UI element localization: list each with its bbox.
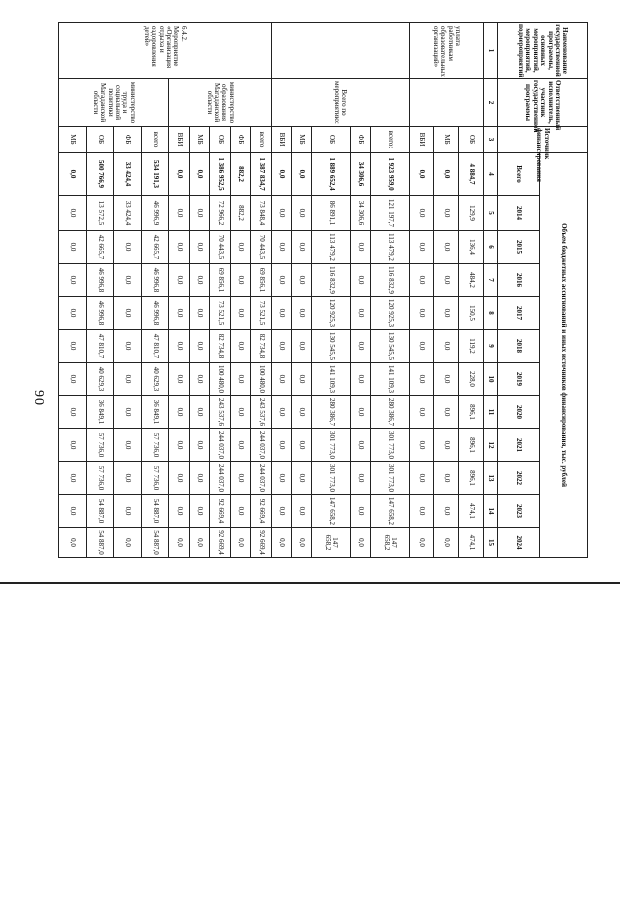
value-cell: 0,0 [169,231,189,264]
value-cell: 0,0 [59,462,87,495]
value-cell: 0,0 [271,429,291,462]
value-cell: 896,1 [459,462,484,495]
value-cell: 0,0 [350,264,370,297]
value-cell: 0,0 [189,297,209,330]
value-cell: 243 537,6 [251,396,271,429]
table-row [251,23,271,558]
value-cell: 100 480,0 [251,363,271,396]
column-number: 12 [484,429,498,462]
year-header: 2014 [498,196,540,231]
value-cell: 0,0 [434,297,459,330]
value-cell: 1 889 652,4 [312,153,350,196]
value-cell: 147 658,2 [312,495,350,528]
value-cell: 147 658,2 [312,528,350,558]
value-cell: 70 443,5 [210,231,230,264]
value-cell: 280 386,7 [312,396,350,429]
value-cell: 301 773,0 [371,462,409,495]
value-cell: 0,0 [59,495,87,528]
value-cell: 474,1 [459,495,484,528]
value-cell: 0,0 [350,528,370,558]
value-cell: 0,0 [292,429,312,462]
value-cell: 0,0 [169,264,189,297]
value-cell: 0,0 [271,264,291,297]
source-cell: ОБ [312,127,350,153]
value-cell: 0,0 [271,495,291,528]
value-cell: 0,0 [350,231,370,264]
value-cell: 0,0 [169,363,189,396]
value-cell: 42 665,7 [141,231,169,264]
value-cell: 0,0 [292,495,312,528]
header-funding-title: Объем бюджетных ассигнований и иных источников финансирования, тыс. рублей [540,153,588,558]
value-cell: 0,0 [230,528,250,558]
value-cell: 0,0 [292,297,312,330]
source-cell: ФБ [350,127,370,153]
value-cell: 0,0 [292,264,312,297]
value-cell: 46 996,8 [141,297,169,330]
column-number: 15 [484,528,498,558]
year-header: 2016 [498,264,540,297]
value-cell: 0,0 [434,153,459,196]
value-cell: 0,0 [434,429,459,462]
value-cell: 0,0 [59,528,87,558]
value-cell: 244 037,0 [251,429,271,462]
value-cell: 57 736,0 [141,462,169,495]
value-cell: 57 736,0 [86,462,114,495]
value-cell: 0,0 [169,429,189,462]
value-cell: 1 387 834,7 [251,153,271,196]
value-cell: 534 191,3 [141,153,169,196]
value-cell: 116 832,9 [371,264,409,297]
value-cell: 0,0 [434,231,459,264]
value-cell: 113 479,2 [312,231,350,264]
year-header: 2017 [498,297,540,330]
value-cell: 0,0 [189,495,209,528]
value-cell: 0,0 [350,363,370,396]
value-cell: 0,0 [230,363,250,396]
value-cell: 72 966,2 [210,196,230,231]
value-cell: 73 848,4 [251,196,271,231]
value-cell: 484,2 [459,264,484,297]
value-cell: 34 306,6 [350,196,370,231]
year-header: 2018 [498,330,540,363]
value-cell: 92 669,4 [210,495,230,528]
value-cell: 474,1 [459,528,484,558]
value-cell: 0,0 [271,231,291,264]
column-number: 14 [484,495,498,528]
value-cell: 100 480,0 [210,363,230,396]
value-cell: 121 197,7 [371,196,409,231]
value-cell: 54 887,0 [86,495,114,528]
value-cell: 0,0 [409,528,434,558]
value-cell: 0,0 [409,264,434,297]
program-name-cell: 6.4.2. Мероприятие «Организация отдыха и оздоровления детей» [59,23,272,79]
value-cell: 0,0 [230,330,250,363]
header-program: Наименование государственной программы, основных мероприятий, мероприятий, подмероприятий [498,23,588,79]
value-cell: 0,0 [189,363,209,396]
value-cell: 1 386 952,5 [210,153,230,196]
source-cell: ВБИ [169,127,189,153]
value-cell: 0,0 [59,264,87,297]
value-cell: 0,0 [434,396,459,429]
value-cell: 0,0 [292,153,312,196]
value-cell: 0,0 [114,363,142,396]
source-cell: ВБИ [409,127,434,153]
value-cell: 46 996,8 [141,264,169,297]
value-cell: 0,0 [230,231,250,264]
value-cell: 0,0 [59,396,87,429]
value-cell: 4 884,7 [459,153,484,196]
source-cell: ФБ [114,127,142,153]
value-cell: 0,0 [350,462,370,495]
value-cell: 0,0 [350,297,370,330]
value-cell: 301 773,0 [312,429,350,462]
value-cell: 301 773,0 [312,462,350,495]
value-cell: 0,0 [409,196,434,231]
column-numbers-row [484,23,498,558]
value-cell: 0,0 [409,429,434,462]
value-cell: 244 037,0 [210,429,230,462]
value-cell: 0,0 [169,528,189,558]
value-cell: 0,0 [230,462,250,495]
source-cell: МБ [189,127,209,153]
value-cell: 0,0 [434,363,459,396]
value-cell: 54 887,0 [86,528,114,558]
value-cell: 119,2 [459,330,484,363]
value-cell: 34 306,6 [350,153,370,196]
value-cell: 301 773,0 [371,429,409,462]
column-number: 2 [484,79,498,127]
value-cell: 92 669,4 [210,528,230,558]
rotated-table-wrapper [58,22,588,557]
value-cell: 47 810,7 [141,330,169,363]
value-cell: 0,0 [114,462,142,495]
source-cell: МБ [59,127,87,153]
value-cell: 0,0 [292,462,312,495]
value-cell: 0,0 [230,429,250,462]
value-cell: 147 658,2 [371,528,409,558]
source-cell: МБ [434,127,459,153]
value-cell: 0,0 [189,330,209,363]
value-cell: 54 887,0 [141,528,169,558]
column-number: 13 [484,462,498,495]
source-cell: ОБ [86,127,114,153]
value-cell: 228,0 [459,363,484,396]
value-cell: 36 849,1 [141,396,169,429]
value-cell: 86 891,1 [312,196,350,231]
value-cell: 0,0 [59,429,87,462]
value-cell: 0,0 [230,495,250,528]
value-cell: 0,0 [409,363,434,396]
value-cell: 0,0 [114,264,142,297]
rotated-table [58,22,588,557]
table-row [459,23,484,558]
value-cell: 150,5 [459,297,484,330]
value-cell: 0,0 [169,153,189,196]
column-number: 7 [484,264,498,297]
value-cell: 0,0 [169,330,189,363]
value-cell: 0,0 [409,495,434,528]
value-cell: 0,0 [114,396,142,429]
value-cell: 0,0 [114,429,142,462]
value-cell: 280 386,7 [371,396,409,429]
value-cell: 896,1 [459,396,484,429]
value-cell: 0,0 [271,297,291,330]
value-cell: 0,0 [434,495,459,528]
column-number: 3 [484,127,498,153]
value-cell: 73 521,5 [251,297,271,330]
year-header: Всего [498,153,540,196]
value-cell: 0,0 [230,297,250,330]
source-cell: ОБ [210,127,230,153]
value-cell: 57 736,0 [141,429,169,462]
source-cell: ОБ [459,127,484,153]
value-cell: 113 479,2 [371,231,409,264]
value-cell: 0,0 [271,462,291,495]
year-header: 2020 [498,396,540,429]
header-responsible: Ответственный исполнитель, участник государственной программы [498,79,588,127]
program-name-cell: уплата работникам образовательных организаций» [409,23,483,79]
value-cell: 0,0 [434,462,459,495]
value-cell: 46 996,9 [141,196,169,231]
value-cell: 130 545,5 [312,330,350,363]
year-header: 2022 [498,462,540,495]
value-cell: 882,2 [230,153,250,196]
value-cell: 0,0 [189,196,209,231]
value-cell: 0,0 [189,264,209,297]
value-cell: 243 537,6 [210,396,230,429]
value-cell: 33 424,4 [114,196,142,231]
value-cell: 244 037,0 [251,462,271,495]
value-cell: 0,0 [434,264,459,297]
value-cell: 57 736,0 [86,429,114,462]
value-cell: 13 572,5 [86,196,114,231]
value-cell: 0,0 [114,297,142,330]
horizontal-rule [0,582,620,584]
value-cell: 0,0 [350,396,370,429]
value-cell: 0,0 [292,528,312,558]
value-cell: 0,0 [292,196,312,231]
value-cell: 54 887,0 [141,495,169,528]
source-cell: всего [251,127,271,153]
value-cell: 0,0 [59,153,87,196]
year-header: 2023 [498,495,540,528]
year-header: 2024 [498,528,540,558]
value-cell: 0,0 [409,297,434,330]
value-cell: 0,0 [271,363,291,396]
value-cell: 0,0 [230,264,250,297]
value-cell: 40 629,3 [141,363,169,396]
source-cell: МБ [292,127,312,153]
value-cell: 0,0 [169,495,189,528]
year-header: 2019 [498,363,540,396]
responsible-cell: министерство образования Магаданской области [169,79,271,127]
column-number: 11 [484,396,498,429]
value-cell: 0,0 [409,396,434,429]
value-cell: 0,0 [189,429,209,462]
source-cell: ФБ [230,127,250,153]
value-cell: 0,0 [59,330,87,363]
responsible-cell: министерство труда и социальной политики Магаданской области [59,79,169,127]
value-cell: 92 669,4 [251,528,271,558]
value-cell: 0,0 [169,297,189,330]
value-cell: 0,0 [114,528,142,558]
value-cell: 69 856,1 [210,264,230,297]
value-cell: 147 658,2 [371,495,409,528]
column-number: 1 [484,23,498,79]
value-cell: 0,0 [169,462,189,495]
column-number: 6 [484,231,498,264]
value-cell: 46 996,8 [86,297,114,330]
value-cell: 116 832,9 [312,264,350,297]
value-cell: 70 443,5 [251,231,271,264]
value-cell: 0,0 [114,330,142,363]
budget-table [58,22,588,558]
column-number: 8 [484,297,498,330]
value-cell: 82 734,8 [210,330,230,363]
source-cell: всего: [371,127,409,153]
value-cell: 0,0 [271,396,291,429]
column-number: 10 [484,363,498,396]
value-cell: 92 669,4 [251,495,271,528]
value-cell: 0,0 [409,231,434,264]
value-cell: 0,0 [409,153,434,196]
value-cell: 0,0 [271,330,291,363]
page-number: 90 [31,390,46,406]
value-cell: 36 849,1 [86,396,114,429]
value-cell: 42 665,7 [86,231,114,264]
value-cell: 0,0 [114,495,142,528]
value-cell: 0,0 [350,429,370,462]
value-cell: 0,0 [189,396,209,429]
value-cell: 0,0 [350,330,370,363]
value-cell: 0,0 [292,330,312,363]
value-cell: 0,0 [189,153,209,196]
year-header: 2021 [498,429,540,462]
value-cell: 69 856,1 [251,264,271,297]
value-cell: 0,0 [230,396,250,429]
value-cell: 130 545,5 [371,330,409,363]
value-cell: 136,4 [459,231,484,264]
value-cell: 0,0 [292,363,312,396]
value-cell: 33 424,4 [114,153,142,196]
column-number: 9 [484,330,498,363]
value-cell: 120 925,3 [312,297,350,330]
value-cell: 82 734,8 [251,330,271,363]
value-cell: 40 629,3 [86,363,114,396]
value-cell: 500 766,9 [86,153,114,196]
value-cell: 141 109,3 [312,363,350,396]
value-cell: 0,0 [114,231,142,264]
year-header: 2015 [498,231,540,264]
value-cell: 1 923 959,0 [371,153,409,196]
value-cell: 0,0 [434,528,459,558]
value-cell: 882,2 [230,196,250,231]
value-cell: 0,0 [189,528,209,558]
value-cell: 0,0 [409,330,434,363]
value-cell: 129,9 [459,196,484,231]
value-cell: 46 996,8 [86,264,114,297]
value-cell: 0,0 [59,196,87,231]
value-cell: 0,0 [271,528,291,558]
value-cell: 0,0 [59,231,87,264]
value-cell: 73 521,5 [210,297,230,330]
value-cell: 0,0 [271,153,291,196]
header-source: Источник финансирования [498,127,588,153]
source-cell: всего [141,127,169,153]
source-cell: ВБИ [271,127,291,153]
column-number: 4 [484,153,498,196]
value-cell: 47 810,7 [86,330,114,363]
table-body [59,23,484,558]
value-cell: 0,0 [292,231,312,264]
value-cell: 0,0 [169,196,189,231]
responsible-cell: Всего по мероприятию: [271,79,409,127]
value-cell: 0,0 [409,462,434,495]
value-cell: 0,0 [434,196,459,231]
value-cell: 0,0 [350,495,370,528]
value-cell: 896,1 [459,429,484,462]
table-row [371,23,409,558]
value-cell: 0,0 [189,231,209,264]
value-cell: 0,0 [59,363,87,396]
column-number: 5 [484,196,498,231]
value-cell: 244 037,0 [210,462,230,495]
value-cell: 0,0 [434,330,459,363]
value-cell: 141 109,3 [371,363,409,396]
table-row [141,23,169,558]
value-cell: 0,0 [292,396,312,429]
value-cell: 120 925,3 [371,297,409,330]
value-cell: 0,0 [169,396,189,429]
value-cell: 0,0 [271,196,291,231]
program-name-cell [271,23,409,79]
value-cell: 0,0 [59,297,87,330]
responsible-cell [409,79,483,127]
value-cell: 0,0 [189,462,209,495]
